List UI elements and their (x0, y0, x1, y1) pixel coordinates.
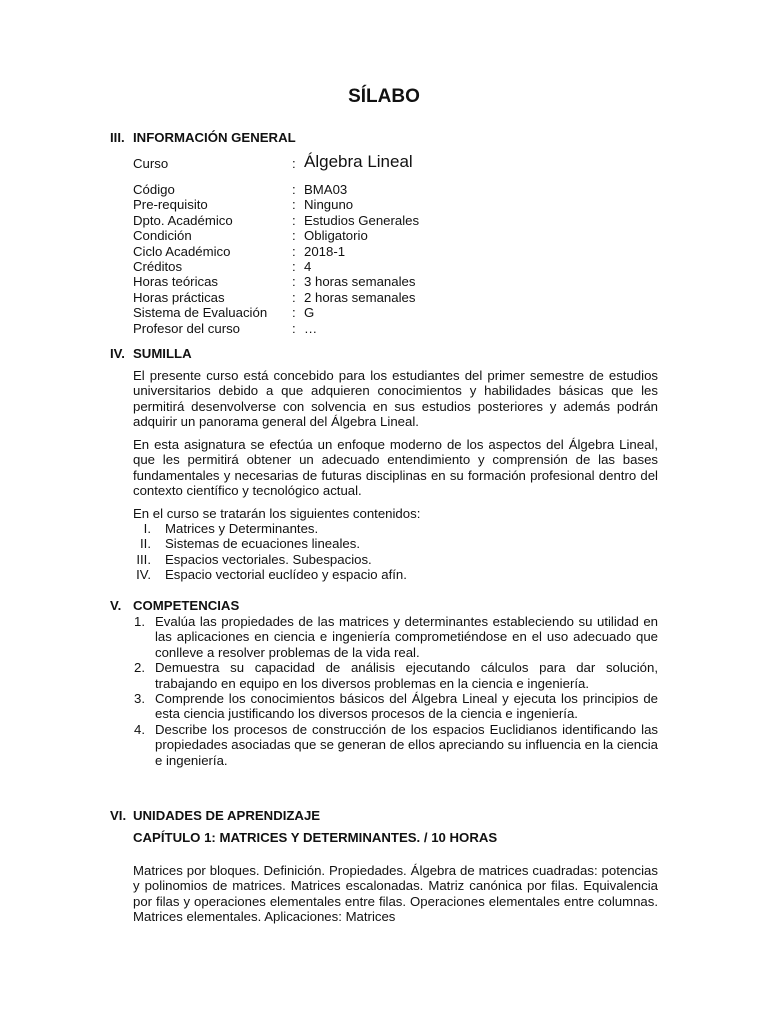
list-item (133, 521, 533, 536)
info-row (133, 274, 533, 289)
info-label: Sistema de Evaluación (133, 305, 268, 321)
info-label: Dpto. Académico (133, 212, 233, 228)
chapter-heading: CAPÍTULO 1: MATRICES Y DETERMINANTES. / 10 HORAS (133, 830, 498, 845)
chapter-paragraph: Matrices por bloques. Definición. Propiedades. Álgebra de matrices cuadradas: potencias y polinomios de matrices. Matrices escalonadas. Matriz canónica por filas. Equivalencia por filas y operaciones elementales entre filas. Operaciones elementales entre columnas. Matrices elementales. Aplicaciones: Matrices (133, 863, 658, 925)
section-title-informacion-general: INFORMACIÓN GENERAL (133, 130, 296, 145)
sumilla-paragraph-3: En el curso se tratarán los siguientes contenidos: (133, 506, 421, 521)
info-value: Obligatorio (304, 228, 368, 244)
info-row (133, 197, 533, 212)
list-marker: 3. (134, 691, 145, 707)
info-colon: : (292, 243, 296, 259)
list-marker: IV. (136, 567, 151, 583)
list-item (133, 722, 658, 768)
info-row (133, 213, 533, 228)
info-value: 2018-1 (304, 243, 346, 259)
info-label: Código (133, 182, 175, 197)
list-text: Espacio vectorial euclídeo y espacio afín. (165, 567, 407, 583)
list-text: Matrices y Determinantes. (165, 521, 319, 536)
list-text: Evalúa las propiedades de las matrices y determinantes estableciendo su utilidad en las aplicaciones en ciencia e ingeniería comprometiéndose en el uso adecuado que conlleve a resolver problemas de la vida real. (155, 614, 658, 660)
list-marker: 1. (134, 614, 145, 629)
list-item (133, 660, 658, 691)
info-row-curso (133, 152, 533, 174)
list-text: Comprende los conocimientos básicos del Álgebra Lineal y ejecuta los principios de esta ciencia justificando los diversos procesos de la ciencia e ingeniería. (155, 691, 658, 722)
sumilla-paragraph-2: En esta asignatura se efectúa un enfoque moderno de los aspectos del Álgebra Lineal, que les permitirá obtener un adecuado entendimiento y comprensión de las bases fundamentales y necesarias de futuras disciplinas en su formación profesional dentro del contexto científico y tecnológico actual. (133, 437, 658, 499)
info-colon: : (292, 197, 296, 213)
info-label: Curso (133, 156, 169, 171)
info-label: Ciclo Académico (133, 243, 231, 259)
info-value: G (304, 305, 315, 321)
contents-list (133, 521, 533, 583)
info-row (133, 321, 533, 336)
list-marker: II. (140, 536, 151, 552)
section-title-competencias: COMPETENCIAS (133, 598, 240, 613)
info-table (133, 182, 533, 336)
info-row (133, 228, 533, 243)
list-text: Sistemas de ecuaciones lineales. (165, 536, 360, 552)
info-row (133, 305, 533, 320)
document-title: SÍLABO (348, 86, 420, 107)
list-marker: 4. (134, 721, 145, 737)
list-text: Demuestra su capacidad de análisis ejecutando cálculos para dar solución, trabajando en equipo en los diversos problemas en la ciencia e ingeniería. (155, 660, 658, 691)
section-title-sumilla: SUMILLA (133, 346, 192, 361)
info-label: Créditos (133, 258, 183, 274)
info-colon: : (292, 320, 296, 336)
section-number: III. (110, 130, 125, 145)
info-colon: : (292, 305, 296, 321)
info-colon: : (292, 289, 296, 305)
section-number: VI. (110, 808, 127, 823)
info-colon: : (292, 182, 296, 197)
list-marker: III. (136, 551, 151, 567)
info-row (133, 290, 533, 305)
list-marker: I. (143, 521, 151, 536)
course-name: Álgebra Lineal (304, 152, 413, 171)
info-label: Condición (133, 228, 192, 244)
info-label: Horas teóricas (133, 274, 219, 290)
info-colon: : (292, 228, 296, 244)
list-item (133, 691, 658, 722)
info-value: … (304, 320, 318, 336)
info-colon: : (292, 274, 296, 290)
competencias-list (133, 614, 658, 768)
section-title-unidades: UNIDADES DE APRENDIZAJE (133, 808, 321, 823)
info-label: Horas prácticas (133, 289, 225, 305)
info-row (133, 259, 533, 274)
info-value: Estudios Generales (304, 212, 420, 228)
info-colon: : (292, 156, 296, 171)
list-text: Describe los procesos de construcción de los espacios Euclidianos identificando las propiedades asociadas que se generan de ellos apreciando su influencia en la ciencia e ingeniería. (155, 721, 658, 768)
info-value: 2 horas semanales (304, 289, 416, 305)
list-text: Espacios vectoriales. Subespacios. (165, 551, 372, 567)
list-item (133, 552, 533, 567)
sumilla-paragraph-1: El presente curso está concebido para los estudiantes del primer semestre de estudios universitarios debido a que adquieren conocimientos y habilidades básicas que les permitirá desenvolverse con solvencia en sus estudios posteriores y además podrán adquirir un panorama general del Álgebra Lineal. (133, 368, 658, 430)
info-colon: : (292, 212, 296, 228)
info-value: BMA03 (304, 182, 348, 197)
list-item (133, 614, 658, 660)
info-value: 3 horas semanales (304, 274, 416, 290)
list-item (133, 567, 533, 582)
info-colon: : (292, 258, 296, 274)
info-row (133, 244, 533, 259)
list-item (133, 536, 533, 551)
info-row (133, 182, 533, 197)
info-value: Ninguno (304, 197, 354, 213)
section-number: IV. (110, 346, 125, 361)
list-marker: 2. (134, 660, 145, 676)
section-number: V. (110, 598, 122, 613)
info-label: Profesor del curso (133, 320, 241, 336)
info-label: Pre-requisito (133, 197, 208, 213)
info-value: 4 (304, 258, 312, 274)
